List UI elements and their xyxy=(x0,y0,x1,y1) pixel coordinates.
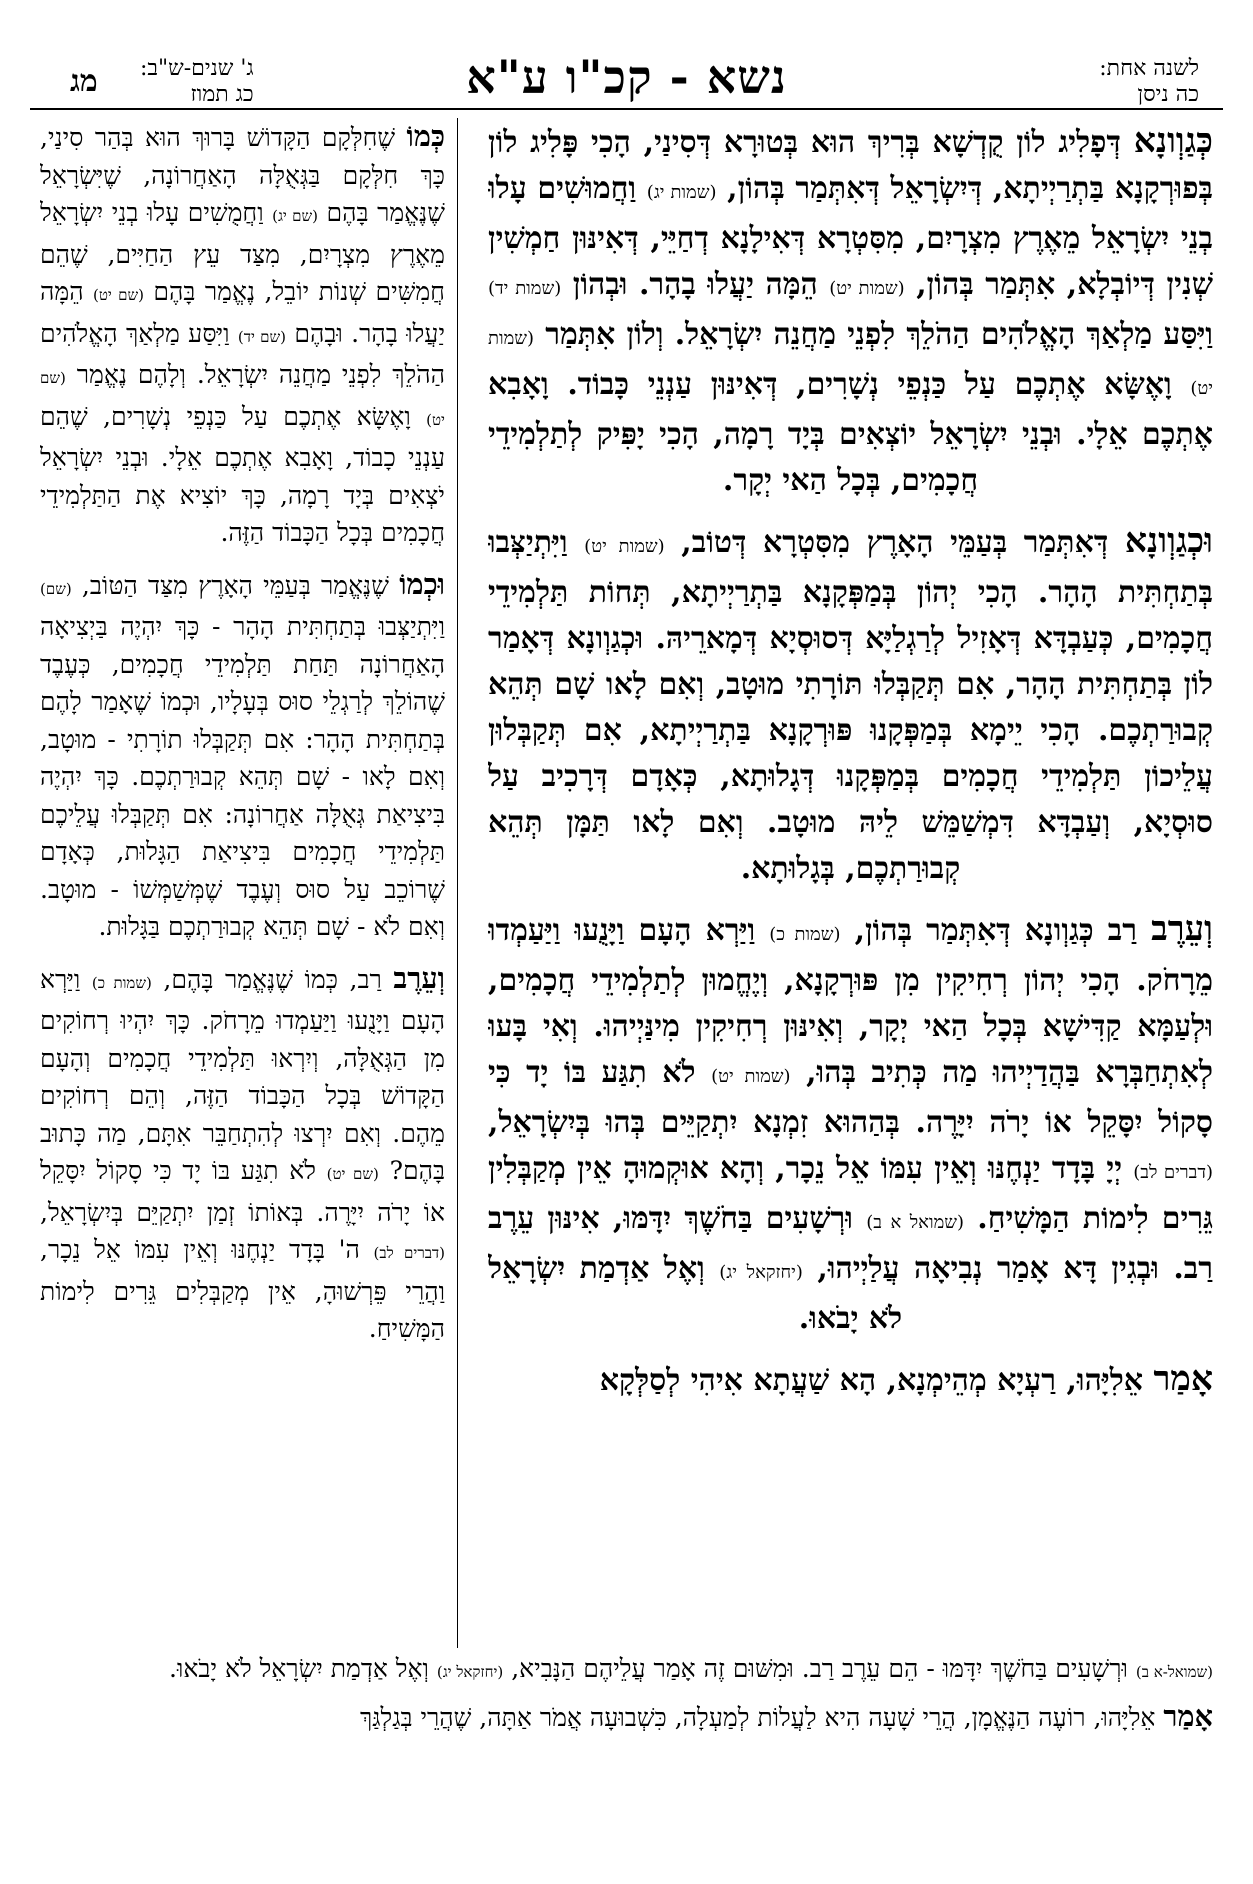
verse-source: (שמואל א ב) xyxy=(866,1212,965,1233)
verse-source: (יחזקאל יג) xyxy=(719,1262,803,1283)
verse-quote: וָאֶשָּׂא אֶתְכֶם עַל כַּנְפֵי נְשָׁרִים, xyxy=(796,367,1191,402)
bottom-continuation xyxy=(40,1650,1213,1743)
verse-quote: וַיִּתְיַצְּבוּ בְּתַחְתִּית הָהָר. xyxy=(488,525,1213,610)
verse-source: (שם יט) xyxy=(93,286,144,304)
main-paragraph: אָמַר אֵלִיָּהוּ, רַעְיָא מְהֵימְנָא, הָא שַׁעֲתָא אִיהִי לְסַלְּקָא xyxy=(599,1359,1213,1399)
verse-quote: וַיִּסַּע מַלְאַךְ הָאֱלֹהִים הַהֹלֵךְ לִפְנֵי מַחֲנֵה יִשְׂרָאֵל. xyxy=(674,317,1213,352)
opening-word: אָמַר xyxy=(1153,1359,1213,1399)
verse-source: (שם יג) xyxy=(272,207,319,225)
translation-paragraph: וְעֵרֶב רַב, כְּמוֹ שֶׁנֶּאֱמַר בָּהֶם, (שמות כ) וַיַּרְא הָעָם וַיָּנֻעוּ וַיַּעַמְדוּ מֵרָחֹק. כָּךְ יִהְיוּ רְחוֹקִים מִן הַגְּאֻלָּה, וְיִרְאוּ תַּלְמִידֵי חֲכָמִים וְהָעָם הַקָּדוֹשׁ בְּכָל הַכָּבוֹד הַזֶּה, וְהֵם רְחוֹקִים מֵהֶם. וְאִם יִרְצוּ לְהִתְחַבֵּר אִתָּם, מַה כָּתוּב בָּהֶם? (שם יט) לֹא תִגַּע בּוֹ יָד כִּי סָקוֹל יִסָּקֵל אוֹ יָרֹה יִיָּרֶה. בְּאוֹתוֹ זְמַן יִתְקַיֵּם בְּיִשְׂרָאֵל, (דברים לב) ה' בָּדָד יַנְחֶנּוּ וְאֵין עִמּוֹ אֵל נֵכָר, וַהֲרֵי פֵּרְשׁוּהָ, אֵין מְקַבְּלִים גֵּרִים לִימוֹת הַמָּשִׁיחַ. xyxy=(40,960,445,1343)
page-header xyxy=(30,48,1223,110)
verse-source: (יחזקאל יג) xyxy=(436,1663,504,1681)
opening-word: כְּמוֹ xyxy=(406,119,445,153)
translation-paragraph: וּכְמוֹ שֶׁנֶּאֱמַר בְּעַמֵּי הָאָרֶץ מִצַּד הַטּוֹב, (שם) וַיִּתְיַצְּבוּ בְּתַחְתִּית הָהָר - כָּךְ יִהְיֶה בַּיְצִיאָה הָאַחֲרוֹנָה תַּחַת תַּלְמִידֵי חֲכָמִים, כְּעֶבֶד שֶׁהוֹלֵךְ לְרַגְלֵי סוּס בְּעָלָיו, וּכְמוֹ שֶׁאָמַר לָהֶם בְּתַחְתִּית הָהָר: אִם תְּקַבְּלוּ תוֹרָתִי - מוּטָב, וְאִם לָאו - שָׁם תְּהֵא קְבוּרַתְכֶם. כָּךְ יִהְיֶה בִּיצִיאַת גְּאֻלָּה אַחֲרוֹנָה: אִם תְּקַבְּלוּ עֲלֵיכֶם תַּלְמִידֵי חֲכָמִים בִּיצִיאַת הַגָּלוּת, כְּאָדָם שֶׁרוֹכֵב עַל סוּס וְעֶבֶד שֶׁמְּשַׁמְּשׁוֹ - מוּטָב. וְאִם לֹא - שָׁם תְּהֵא קְבוּרַתְכֶם בַּגָּלוּת. xyxy=(40,566,445,941)
verse-source: (שם יט) xyxy=(40,369,445,429)
verse-source: (שמות יד) xyxy=(488,278,562,299)
opening-word: וּכְגַוְונָא xyxy=(1124,521,1213,561)
verse-source: (שמואל-א ב) xyxy=(1135,1663,1213,1681)
main-paragraph: וְעֵרֶב רַב כְּגַוְונָא דְּאִתְּמַר בְּהוֹן, (שמות כ) וַיַּרְא הָעָם וַיָּנֻעוּ וַיַּעַמְדוּ מֵרָחֹק. הָכִי יְהוֹן רְחִיקִין מִן פּוּרְקָנָא, וְיֶחֱמוּן לְתַלְמִידֵי חֲכָמִים, וּלְעַמָּא קַדִּישָׁא בְּכָל הַאי יְקָר, וְאִינּוּן רְחִיקִין מִינַּיְיהוּ. וְאִי בָּעוּ לְאִתְחַבְּרָא בַּהֲדַיְיהוּ מַה כְּתִיב בְּהוּ, (שמות יט) לֹא תִגַּע בּוֹ יָד כִּי סָקוֹל יִסָּקֵל אוֹ יָרֹה יִיָּרֶה. בְּהַהוּא זִמְנָא יִתְקַיֵּים בְּהוּ בְּיִשְׂרָאֵל, (דברים לב) יְיָ בָּדָד יַנְחֶנּוּ וְאֵין עִמּוֹ אֵל נֵכָר, וְהָא אוּקְמוּהָ אֵין מְקַבְּלִין גֵּרִים לִימוֹת הַמָּשִׁיחַ. (שמואל א ב) וּרְשָׁעִים בַּחֹשֶׁךְ יִדָּמּוּ, אִינּוּן עֵרֶב רַב. וּבְגִין דָּא אָמַר נְבִיאָה עֲלַיְיהוּ, (יחזקאל יג) וְאֶל אַדְמַת יִשְׂרָאֵל לֹא יָבֹאוּ. xyxy=(488,909,1213,1336)
opening-word: וְעֵרֶב xyxy=(1151,909,1213,949)
schedule-one-year-label: לשנה אחת: xyxy=(1099,56,1199,81)
verse-quote: וַיַּרְא הָעָם וַיָּנֻעוּ וַיַּעַמְדוּ מֵרָחֹק. xyxy=(488,913,1213,998)
main-paragraph: וּכְגַוְונָא דְּאִתְּמַר בְּעַמֵּי הָאָרֶץ מִסִּטְרָא דְּטוֹב, (שמות יט) וַיִּתְיַצְּבוּ בְּתַחְתִּית הָהָר. הָכִי יְהוֹן בְּמַפְּקָנָא בַּתְרַיְיתָא, תְּחוֹת תַּלְמִידֵי חֲכָמִים, כְּעַבְדָּא דְּאָזִיל לְרַגְלַיָּא דְּסוּסְיָא דְּמָארֵיהּ. וּכְגַוְונָא דְּאָמַר לוֹן בְּתַחְתִּית הָהָר, אִם תְּקַבְּלוּ תּוֹרָתִי מוּטָב, וְאִם לָאו שָׁם תְּהֵא קְבוּרַתְכֶם. הָכִי יֵימָא בְּמַפְּקָנוּ פּוּרְקָנָא בַּתְרַיְיתָא, אִם תְּקַבְּלוּן עֲלֵיכוֹן תַּלְמִידֵי חֲכָמִים בְּמַפְּקָנוּ דְּגָלוּתָא, כְּאָדָם דְּרָכִיב עַל סוּסְיָא, וְעַבְדָּא דִּמְשַׁמֵּשׁ לֵיהּ מוּטָב. וְאִם לָאו תַּמָּן תְּהֵא קְבוּרַתְכֶם, בְּגָלוּתָא. xyxy=(488,521,1213,886)
opening-word: וְעֵרֶב xyxy=(393,960,445,995)
schedule-three-years xyxy=(140,56,254,108)
page-title: נשא - קכ"ו ע"א xyxy=(466,50,787,104)
verse-quote: הֵמָּה יַעֲלוּ בָהָר. xyxy=(638,267,830,302)
verse-source: (שמות יט) xyxy=(711,1066,791,1087)
verse-source: (שמות כ) xyxy=(769,924,841,945)
schedule-three-years-date: כג תמוז xyxy=(190,82,254,107)
schedule-one-year-date: כה ניסן xyxy=(1137,82,1199,107)
verse-source: (דברים לב) xyxy=(373,1244,445,1262)
main-paragraph: כְּגַוְונָא דְּפָלִיג לוֹן קֻדְשָׁא בְּרִיךְ הוּא בְּטוּרָא דְּסִינַי, הָכִי פָּלִיג לוֹן בְּפוּרְקָנָא בַּתְרַיְיתָא, דְּיִשְׂרָאֵל דְּאִתְּמַר בְּהוֹן, (שמות יג) וַחֲמוּשִׁים עָלוּ בְנֵי יִשְׂרָאֵל מֵאֶרֶץ מִצְרָיִם, מִסִּטְרָא דְּאִילָנָא דְחַיֵּי, דְּאִינּוּן חַמְשִׁין שְׁנִין דְּיוֹבְלָא, אִתְּמַר בְּהוֹן, (שמות יט) הֵמָּה יַעֲלוּ בָהָר. וּבְהוֹן (שמות יד) וַיִּסַּע מַלְאַךְ הָאֱלֹהִים הַהֹלֵךְ לִפְנֵי מַחֲנֵה יִשְׂרָאֵל. וְלוֹן אִתְּמַר (שמות יט) וָאֶשָּׂא אֶתְכֶם עַל כַּנְפֵי נְשָׁרִים, דְּאִינּוּן עַנְנֵי כָּבוֹד. וָאָבִא אֶתְכֶם אֵלָי. וּבְנֵי יִשְׂרָאֵל יוֹצְאִים בְּיָד רָמָה, הָכִי יָפִּיק לְתַלְמִידֵי חֲכָמִים, בְּכָל הַאי יְקָר. xyxy=(488,121,1213,498)
page-number: מג xyxy=(70,64,98,99)
verse-source: (שמות יג) xyxy=(646,182,717,203)
verse-source: (שמות יט) xyxy=(488,328,1213,399)
verse-quote: וַחֲמוּשִׁים עָלוּ בְנֵי יִשְׂרָאֵל מֵאֶרֶץ מִצְרָיִם, xyxy=(488,171,1213,256)
verse-source: (דברים לב) xyxy=(1133,1162,1213,1183)
opening-word: וּכְמוֹ xyxy=(399,566,445,601)
opening-word: אָמַר xyxy=(1163,1699,1213,1733)
verse-quote: יְיָ בָּדָד יַנְחֶנּוּ וְאֵין עִמּוֹ אֵל נֵכָר, xyxy=(775,1151,1134,1186)
schedule-three-years-label: ג' שנים-ש"ב: xyxy=(140,56,254,81)
verse-quote: לֹא תִגַּע בּוֹ יָד כִּי סָקוֹל יִסָּקֵל אוֹ יָרֹה יִיָּרֶה. xyxy=(488,1055,1213,1140)
translation-paragraph: כְּמוֹ שֶׁחִלְּקָם הַקָּדוֹשׁ בָּרוּךְ הוּא בְּהַר סִינַי, כָּךְ חִלְּקָם בַּגְּאֻלָּה הָאַחֲרוֹנָה, שֶׁיִּשְׂרָאֵל שֶׁנֶּאֱמַר בָּהֶם (שם יג) וַחֲמֻשִׁים עָלוּ בְנֵי יִשְׂרָאֵל מֵאֶרֶץ מִצְרָיִם, מִצַּד עֵץ הַחַיִּים, שֶׁהֵם חֲמִשִּׁים שְׁנוֹת יוֹבֵל, נֶאֱמַר בָּהֶם (שם יט) הֵמָּה יַעֲלוּ בָהָר. וּבָהֶם (שם יד) וַיִּסַּע מַלְאַךְ הָאֱלֹהִים הַהֹלֵךְ לִפְנֵי מַחֲנֵה יִשְׂרָאֵל. וְלָהֶם נֶאֱמַר (שם יט) וָאֶשָּׂא אֶתְכֶם עַל כַּנְפֵי נְשָׁרִים, שֶׁהֵם עַנְנֵי כָבוֹד, וָאָבִא אֶתְכֶם אֵלָי. וּבְנֵי יִשְׂרָאֵל יֹצְאִים בְּיָד רָמָה, כָּךְ יוֹצִיא אֶת הַתַּלְמִידֵי חֲכָמִים בְּכָל הַכָּבוֹד הַזֶּה. xyxy=(40,119,445,547)
main-text-column xyxy=(488,118,1213,1638)
column-divider xyxy=(457,118,458,1648)
verse-source: (שמות יט) xyxy=(584,536,665,557)
verse-quote: וָאָבִא אֶתְכֶם אֵלָי. וּבְנֵי יִשְׂרָאֵל יוֹצְאִים בְּיָד רָמָה, xyxy=(488,367,1213,452)
verse-quote: וְאֶל אַדְמַת יִשְׂרָאֵל לֹא יָבֹאוּ. xyxy=(488,1251,903,1336)
header-divider xyxy=(30,108,1223,110)
verse-source: (שמות יט) xyxy=(829,278,905,299)
bottom-line: אָמַר אֵלִיָּהוּ, רוֹעֶה הַנֶּאֱמָן, הֲרֵי שָׁעָה הִיא לַעֲלוֹת לְמַעְלָה, כִּשְׁבוּעָה אֲמֹר אַתָּה, שֶׁהֲרֵי בְּגַלְגַּךְ xyxy=(359,1699,1213,1733)
verse-source: (שם יט) xyxy=(326,1165,379,1183)
verse-source: (שמות כ) xyxy=(91,973,152,992)
translation-column xyxy=(40,118,445,1638)
verse-source: (שם יד) xyxy=(237,327,286,346)
opening-word: כְּגַוְונָא xyxy=(1133,121,1213,161)
bottom-line: (שמואל-א ב) וּרְשָׁעִים בַּחֹשֶׁךְ יִדָּמּוּ - הֵם עֵרֶב רַב. וּמִשּׁוּם זֶה אָמַר עֲלֵיהֶם הַנָּבִיא, (יחזקאל יג) וְאֶל אַדְמַת יִשְׂרָאֵל לֹא יָבֹאוּ. xyxy=(169,1654,1213,1683)
verse-quote: וּרְשָׁעִים בַּחֹשֶׁךְ יִדָּמּוּ, xyxy=(612,1201,867,1236)
verse-source: (שם) xyxy=(40,579,72,598)
